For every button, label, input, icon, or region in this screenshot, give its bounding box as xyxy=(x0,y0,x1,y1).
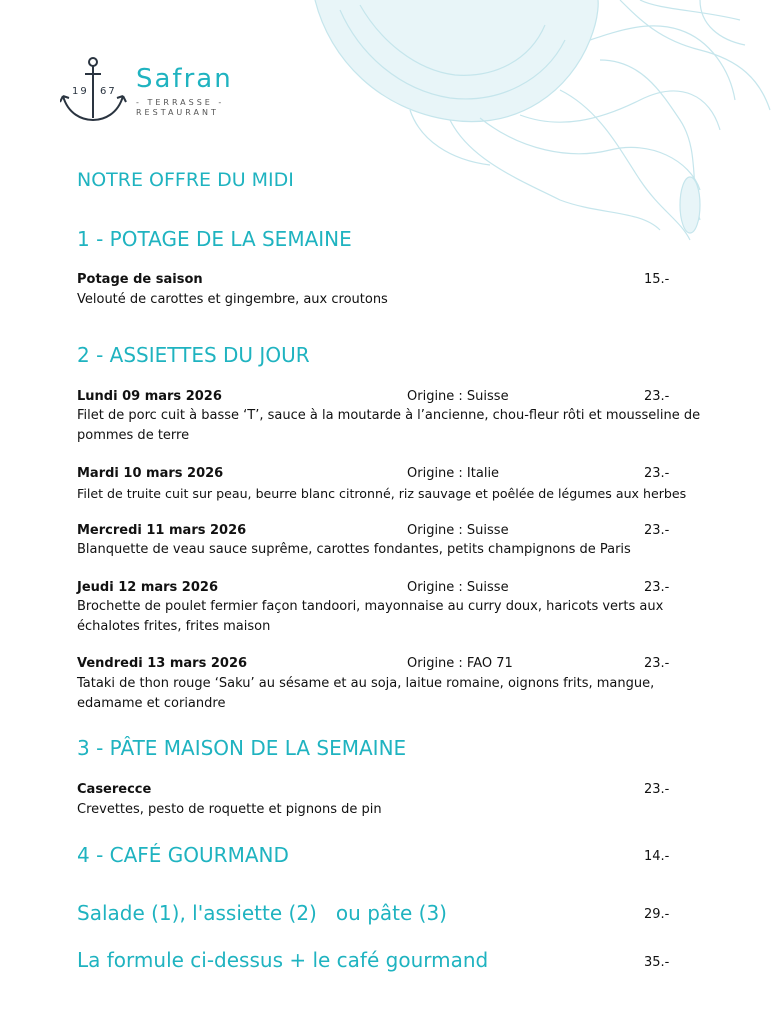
formula-gourmand-label: La formule ci-dessus + le café gourmand xyxy=(77,948,489,972)
plate-day: Lundi 09 mars 2026 xyxy=(77,389,222,404)
section-heading-plates: 2 - ASSIETTES DU JOUR xyxy=(77,343,310,367)
plate-desc: Filet de truite cuit sur peau, beurre blanc citronné, riz sauvage et poêlée de légumes aux herbes xyxy=(77,486,687,501)
plate-price: 23.- xyxy=(644,523,670,538)
year-right: 67 xyxy=(100,86,117,97)
formula-price: 29.- xyxy=(644,907,670,922)
plate-desc: Tataki de thon rouge ‘Saku’ au sésame et au soja, laitue romaine, oignons frits, mangue, edamame et coriandre xyxy=(77,676,655,711)
plate-day: Mardi 10 mars 2026 xyxy=(77,466,224,481)
soup-desc: Velouté de carottes et gingembre, aux croutons xyxy=(77,292,388,307)
coffee-price: 14.- xyxy=(644,849,670,864)
plate-origin: Origine : Suisse xyxy=(407,580,509,595)
plate-price: 23.- xyxy=(644,580,670,595)
section-heading-coffee: 4 - CAFÉ GOURMAND xyxy=(77,843,289,867)
plate-origin: Origine : Suisse xyxy=(407,389,509,404)
soup-price: 15.- xyxy=(644,272,670,287)
plate-origin: Origine : Suisse xyxy=(407,523,509,538)
brand-line-terrasse: - TERRASSE - xyxy=(136,98,225,107)
plate-price: 23.- xyxy=(644,656,670,671)
year-left: 19 xyxy=(72,86,89,97)
plate-price: 23.- xyxy=(644,466,670,481)
plate-day: Jeudi 12 mars 2026 xyxy=(77,580,218,595)
formula-gourmand-price: 35.- xyxy=(644,955,670,970)
plate-origin: Origine : Italie xyxy=(407,466,500,481)
formula-label: Salade (1), l'assiette (2) ou pâte (3) xyxy=(77,901,447,925)
page-title: NOTRE OFFRE DU MIDI xyxy=(77,169,294,191)
section-heading-pasta: 3 - PÂTE MAISON DE LA SEMAINE xyxy=(77,736,407,760)
brand-line-restaurant: RESTAURANT xyxy=(136,108,219,117)
soup-name: Potage de saison xyxy=(77,272,203,287)
plate-origin: Origine : FAO 71 xyxy=(407,656,513,671)
plate-day: Mercredi 11 mars 2026 xyxy=(77,523,247,538)
brand-name: Safran xyxy=(136,64,233,94)
plate-desc: Brochette de poulet fermier façon tandoori, mayonnaise au curry doux, haricots verts aux échalotes frites, frites maison xyxy=(77,599,664,634)
plate-day: Vendredi 13 mars 2026 xyxy=(77,656,248,671)
pasta-desc: Crevettes, pesto de roquette et pignons de pin xyxy=(77,802,382,817)
plate-desc: Filet de porc cuit à basse ‘T’, sauce à la moutarde à l’ancienne, chou-fleur rôti et mousseline de pommes de terre xyxy=(77,408,701,443)
plate-price: 23.- xyxy=(644,389,670,404)
pasta-price: 23.- xyxy=(644,782,670,797)
jellyfish-illustration xyxy=(0,0,781,260)
pasta-name: Caserecce xyxy=(77,782,152,797)
plate-desc: Blanquette de veau sauce suprême, carottes fondantes, petits champignons de Paris xyxy=(77,542,631,557)
section-heading-soup: 1 - POTAGE DE LA SEMAINE xyxy=(77,227,352,251)
